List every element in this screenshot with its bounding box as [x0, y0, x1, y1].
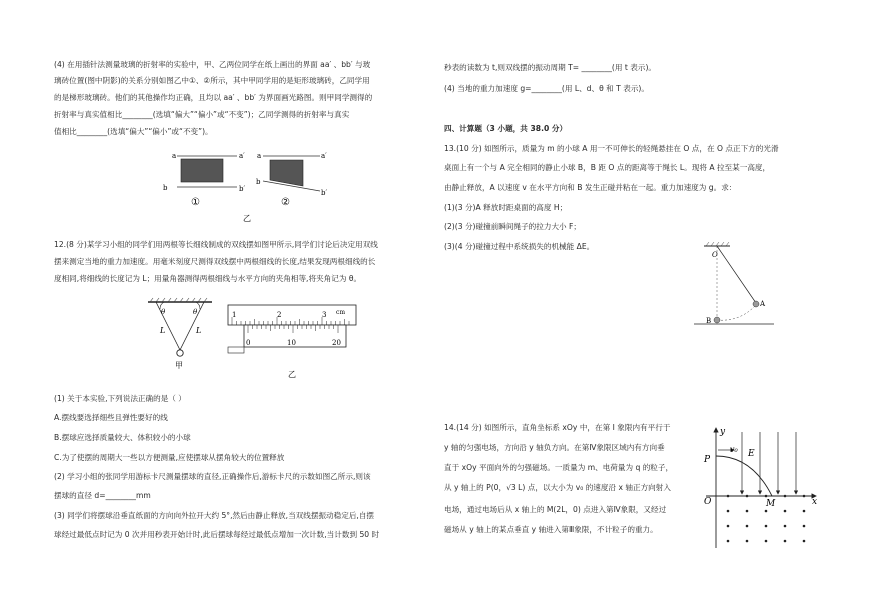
- question-2-line1: (2) 学习小组的张同学用游标卡尺测量摆球的直径,正确操作后,游标卡尺的示数如图乙所示,则该: [54, 472, 371, 481]
- field-dot: [727, 540, 730, 543]
- field-dot: [803, 525, 806, 528]
- label-M: M: [766, 499, 776, 509]
- section-title: 四、计算题（3 小题，共 38.0 分）: [444, 124, 568, 133]
- field-dot: [784, 540, 787, 543]
- field-dot: [746, 525, 749, 528]
- label-y: y: [720, 427, 726, 437]
- double-pendulum-figure: [140, 294, 220, 376]
- field-dot: [784, 495, 787, 498]
- question-1: (1) 关于本实验,下列说法正确的是（ ）: [54, 394, 186, 403]
- unit-cm: cm: [336, 309, 346, 316]
- figure-caption-yi-1: 乙: [243, 214, 251, 223]
- label-a1-prime: a′: [239, 152, 245, 160]
- num-1: ①: [191, 197, 200, 208]
- field-dot: [784, 510, 787, 513]
- option-c: C.为了使摆的周期大一些以方便测量,应使摆球从摆角较大的位置释放: [54, 453, 285, 462]
- label-a1: a: [172, 152, 177, 160]
- electric-field-lines: [742, 432, 796, 494]
- label-origin: O: [704, 497, 712, 507]
- caliper-jaw: [228, 347, 244, 353]
- figure-caption-yi-2: 乙: [288, 370, 296, 379]
- particle-trajectory: [716, 456, 772, 496]
- main-label-1: 1: [232, 311, 237, 319]
- theta-right: θ: [193, 308, 198, 316]
- q13-line4: (1)(3 分)A 释放时距桌面的高度 H；: [444, 203, 568, 212]
- field-dot: [765, 540, 768, 543]
- glass-block-2: [270, 160, 303, 186]
- length-L-left: L: [160, 326, 166, 335]
- q4-line4: 折射率与真实值相比________(选填“偏大”“偏小”或“不变”)；乙同学测得的折射率与真实: [54, 110, 350, 119]
- label-b1: b: [163, 184, 168, 192]
- ball-B: [714, 317, 720, 323]
- q12-line2: 摆来测定当地的重力加速度。用毫米刻度尺测得双线摆中两根细线的长度,结果发现两根细线的长: [54, 257, 376, 266]
- q4-line3: 的是梯形玻璃砖。他们的其他操作均正确，且均以 aa′ 、bb′ 为界面画光路图。则甲同学测得的: [54, 93, 373, 102]
- question-3-line2: 球经过最低点时记为 0 次并用秒表开始计时,此后摆球每经过最低点增加一次计数,当计数到 50 时: [54, 530, 380, 539]
- vernier-label-10: 10: [287, 339, 296, 347]
- q14-line4: 从 y 轴上的 P(0，√3 L) 点，以大小为 v₀ 的速度沿 x 轴正方向射入: [444, 483, 671, 492]
- field-dot: [803, 510, 806, 513]
- glass-block-1: [181, 159, 223, 182]
- figure-caption-jia: 甲: [175, 361, 183, 370]
- q13-line2: 桌面上有一个与 A 完全相同的静止小球 B，B 距 O 点的距离等于绳长 L。现将 A 拉至某一高度，: [444, 163, 771, 172]
- question-2-line2: 摆球的直径 d=________mm: [54, 491, 151, 500]
- question-3-line1: (3) 同学们将摆球沿垂直纸面的方向向外拉开大约 5°,然后由静止释放,当双线摆振动稳定后,自摆: [54, 511, 375, 520]
- q12-line1: 12.(8 分)某学习小组的同学们用两根等长细线制成的双线摆如图甲所示,同学们讨论后决定用双线: [54, 240, 378, 249]
- point-O: O: [712, 251, 718, 259]
- q13-line1: 13.(10 分) 如图所示，质量为 m 的小球 A 用一不可伸长的轻绳悬挂在 O 点，在 O 点正下方的光滑: [444, 144, 779, 153]
- label-b2: b: [256, 178, 261, 186]
- q14-line6: 磁场从 y 轴上的某点垂直 y 轴进入第Ⅲ象限，不计粒子的重力。: [444, 525, 658, 534]
- label-x: x: [812, 497, 818, 507]
- option-a: A.摆线要选择细些且弹性要好的线: [54, 413, 168, 422]
- rope: [717, 246, 756, 303]
- field-dot: [727, 525, 730, 528]
- theta-left: θ: [161, 308, 166, 316]
- main-label-3: 3: [322, 311, 327, 319]
- ball-A: [753, 301, 759, 307]
- refraction-figure: [155, 143, 340, 223]
- field-dot: [746, 540, 749, 543]
- label-b2-prime: b′: [321, 189, 328, 197]
- q14-line3: 直于 xOy 平面向外的匀强磁场。一质量为 m、电荷量为 q 的粒子，: [444, 463, 674, 472]
- swing-arc: [717, 305, 756, 320]
- pendulum-bob: [177, 350, 183, 356]
- q4-line2: 璃砖位置(图中阴影)的关系分别如图乙中①、②所示，其中甲同学用的是矩形玻璃砖，乙同学用: [54, 76, 370, 85]
- gravity-line: (4) 当地的重力加速度 g=________(用 L、d、θ 和 T 表示)。: [444, 84, 649, 93]
- label-P: P: [704, 455, 711, 465]
- main-label-2: 2: [277, 311, 282, 319]
- num-2: ②: [281, 197, 290, 208]
- field-dot: [803, 495, 806, 498]
- q13-line6: (3)(4 分)碰撞过程中系统损失的机械能 ΔE。: [444, 242, 595, 251]
- support-hatch: [706, 242, 729, 246]
- q13-line3: 由静止释放，A 以速度 v 在水平方向和 B 发生正碰并粘在一起。重力加速度为 g。求：: [444, 183, 737, 192]
- field-dot: [803, 540, 806, 543]
- label-A: A: [760, 300, 766, 308]
- q14-line1: 14.(14 分) 如图所示，直角坐标系 xOy 中，在第 I 象限内有平行于: [444, 423, 671, 432]
- field-dot: [765, 495, 768, 498]
- field-dot: [765, 525, 768, 528]
- field-dot: [727, 510, 730, 513]
- field-dot: [746, 510, 749, 513]
- q4-line5: 值相比________(选填“偏大”“偏小”或“不变”)。: [54, 127, 213, 136]
- stopwatch-line: 秒表的读数为 t,则双线摆的振动周期 T= ________(用 t 表示)。: [444, 63, 657, 72]
- field-dot: [746, 495, 749, 498]
- label-a2: a: [257, 152, 262, 160]
- field-dot: [765, 510, 768, 513]
- q14-line5: 电场，通过电场后从 x 轴上的 M(2L，0) 点进入第Ⅳ象限，又经过: [444, 505, 667, 514]
- field-dot: [727, 495, 730, 498]
- q12-line3: 度相同,将细线的长度记为 L；用量角器测得两根细线与水平方向的夹角相等,将夹角记为 θ。: [54, 274, 362, 283]
- q14-line2: y 轴的匀强电场，方向沿 y 轴负方向。在第Ⅳ象限区域内有方向垂: [444, 443, 665, 452]
- label-E: E: [748, 449, 755, 459]
- vernier-label-20: 20: [332, 339, 341, 347]
- label-v0: v₀: [730, 445, 738, 454]
- label-B: B: [706, 317, 712, 325]
- field-coordinate-figure: [702, 424, 824, 552]
- q4-line1: (4) 在用插针法测量玻璃的折射率的实验中，甲、乙两位同学在纸上画出的界面 aa′ 、bb′ 与玻: [54, 60, 371, 69]
- pendulum-collision-figure: [690, 240, 780, 332]
- vernier-label-0: 0: [246, 339, 251, 347]
- option-b: B.摆球应选择质量较大、体积较小的小球: [54, 433, 191, 442]
- vernier-caliper-figure: [222, 303, 362, 381]
- field-dot: [784, 525, 787, 528]
- label-b1-prime: b′: [239, 185, 246, 193]
- label-a2-prime: a′: [321, 152, 327, 160]
- q13-line5: (2)(3 分)碰撞前瞬间绳子的拉力大小 F；: [444, 222, 582, 231]
- length-L-right: L: [196, 326, 202, 335]
